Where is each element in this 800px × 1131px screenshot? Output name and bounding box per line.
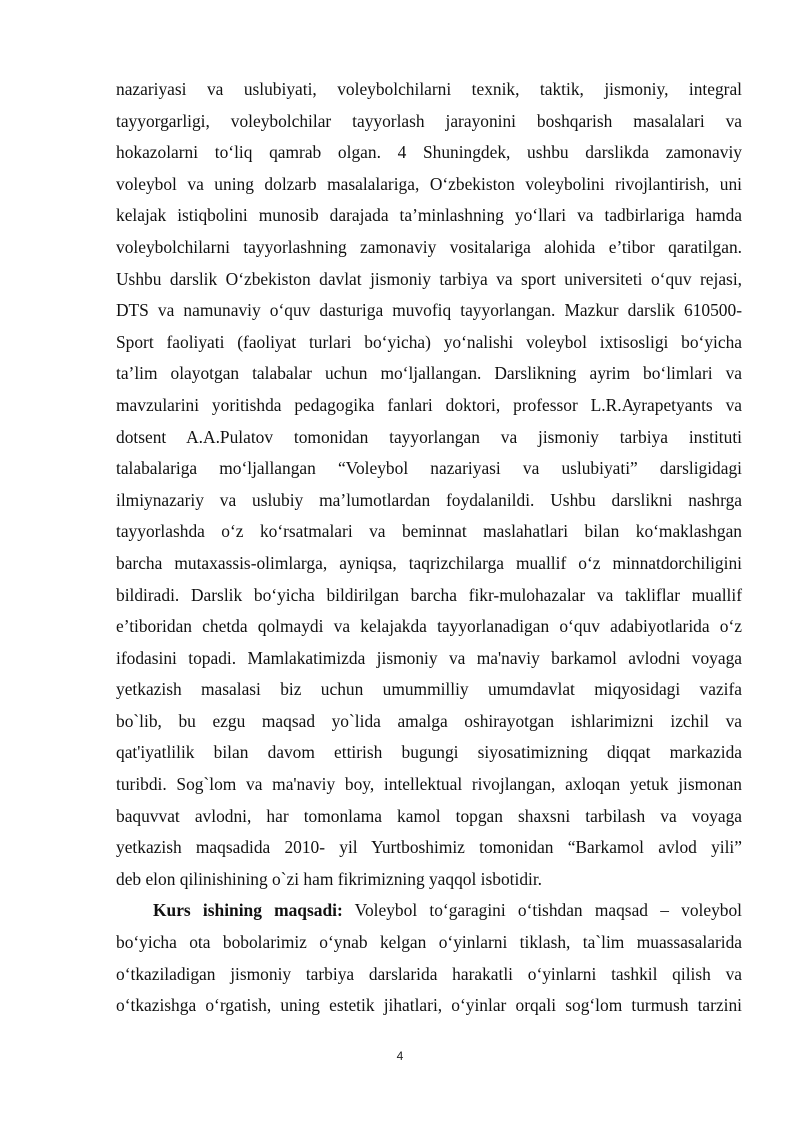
text-line: qat'iyatlilik bilan davom ettirish bugungi siyosatimizning diqqat markazida xyxy=(116,742,742,763)
text-line: bildiradi. Darslik bo‘yicha bildirilgan barcha fikr-mulohazalar va takliflar muallif xyxy=(116,584,742,605)
text-line: o‘tkazishga o‘rgatish, uning estetik jihatlari, o‘yinlar orqali sog‘lom turmush tarzini xyxy=(116,995,742,1016)
text-line: barcha mutaxassis-olimlarga, ayniqsa, taqrizchilarga muallif o‘z minnatdorchiligini xyxy=(116,552,742,573)
text-line: voleybolchilarni tayyorlashning zamonaviy vositalariga alohida e’tibor qaratilgan. xyxy=(116,236,742,257)
text-line: yetkazish masalasi biz uchun umummilliy umumdavlat miqyosidagi vazifa xyxy=(116,679,742,700)
text-line: Ushbu darslik O‘zbekiston davlat jismoniy tarbiya va sport universiteti o‘quv rejasi, xyxy=(116,268,742,289)
text-line: nazariyasi va uslubiyati, voleybolchilarni texnik, taktik, jismoniy, integral xyxy=(116,79,742,99)
text-line: DTS va namunaviy o‘quv dasturiga muvofiq tayyorlangan. Mazkur darslik 610500- xyxy=(116,300,742,321)
text-line: voleybol va uning dolzarb masalalariga, O‘zbekiston voleybolini rivojlantirish, uni xyxy=(116,173,742,194)
text-line: ta’lim olayotgan talabalar uchun mo‘ljallangan. Darslikning ayrim bo‘limlari va xyxy=(116,363,742,384)
paragraph-1 xyxy=(116,74,742,895)
text-line: bo`lib, bu ezgu maqsad yo`lida amalga oshirayotgan ishlarimizni izchil va xyxy=(116,710,742,731)
text-line: hokazolarni to‘liq qamrab olgan. 4 Shuningdek, ushbu darslikda zamonaviy xyxy=(116,142,742,163)
text-line: tayyorlashda o‘z ko‘rsatmalari va beminnat maslahatlari bilan ko‘maklashgan xyxy=(116,521,742,542)
text-run: Voleybol to‘garagini o‘tishdan maqsad – voleybol xyxy=(342,900,743,921)
text-line: dotsent A.A.Pulatov tomonidan tayyorlangan va jismoniy tarbiya instituti xyxy=(116,426,742,447)
text-line: ilmiynazariy va uslubiy ma’lumotlardan foydalanildi. Ushbu darslikni nashrga xyxy=(116,489,742,510)
text-line: deb elon qilinishining o`zi ham fikrimizning yaqqol isbotidir. xyxy=(116,868,543,889)
text-line: turibdi. Sog`lom va ma'naviy boy, intellektual rivojlangan, axloqan yetuk jismonan xyxy=(116,774,742,795)
text-line: bo‘yicha ota bobolarimiz o‘ynab kelgan o‘yinlarni tiklash, ta`lim muassasalarida xyxy=(116,932,742,953)
paragraph-2 xyxy=(116,895,742,1021)
text-line: o‘tkaziladigan jismoniy tarbiya darslarida harakatli o‘yinlarni tashkil qilish va xyxy=(116,963,742,984)
page-number: 4 xyxy=(396,1049,404,1063)
text-line: baquvvat avlodni, har tomonlama kamol topgan shaxsni tarbilash va voyaga xyxy=(116,805,742,826)
text-line xyxy=(116,895,742,927)
text-line: yetkazish maqsadida 2010- yil Yurtboshimiz tomonidan “Barkamol avlod yili” xyxy=(116,837,742,858)
text-line: ifodasini topadi. Mamlakatimizda jismoniy va ma'naviy barkamol avlodni voyaga xyxy=(116,647,742,668)
text-line: e’tiboridan chetda qolmaydi va kelajakda tayyorlanadigan o‘quv adabiyotlarida o‘z xyxy=(116,616,742,637)
text-line: tayyorgarligi, voleybolchilar tayyorlash jarayonini boshqarish masalalari va xyxy=(116,110,742,131)
text-line: mavzularini yoritishda pedagogika fanlari doktori, professor L.R.Ayrapetyants va xyxy=(116,394,742,415)
section-heading: Kurs ishining maqsadi: xyxy=(153,900,343,921)
text-line: talabalariga mo‘ljallangan “Voleybol nazariyasi va uslubiyati” darsligidagi xyxy=(116,458,742,479)
document-body xyxy=(116,74,742,1022)
text-line: Sport faoliyati (faoliyat turlari bo‘yicha) yo‘nalishi voleybol ixtisosligi bo‘yicha xyxy=(116,331,742,352)
text-line: kelajak istiqbolini munosib darajada ta’minlashning yo‘llari va tadbirlariga hamda xyxy=(116,205,742,226)
